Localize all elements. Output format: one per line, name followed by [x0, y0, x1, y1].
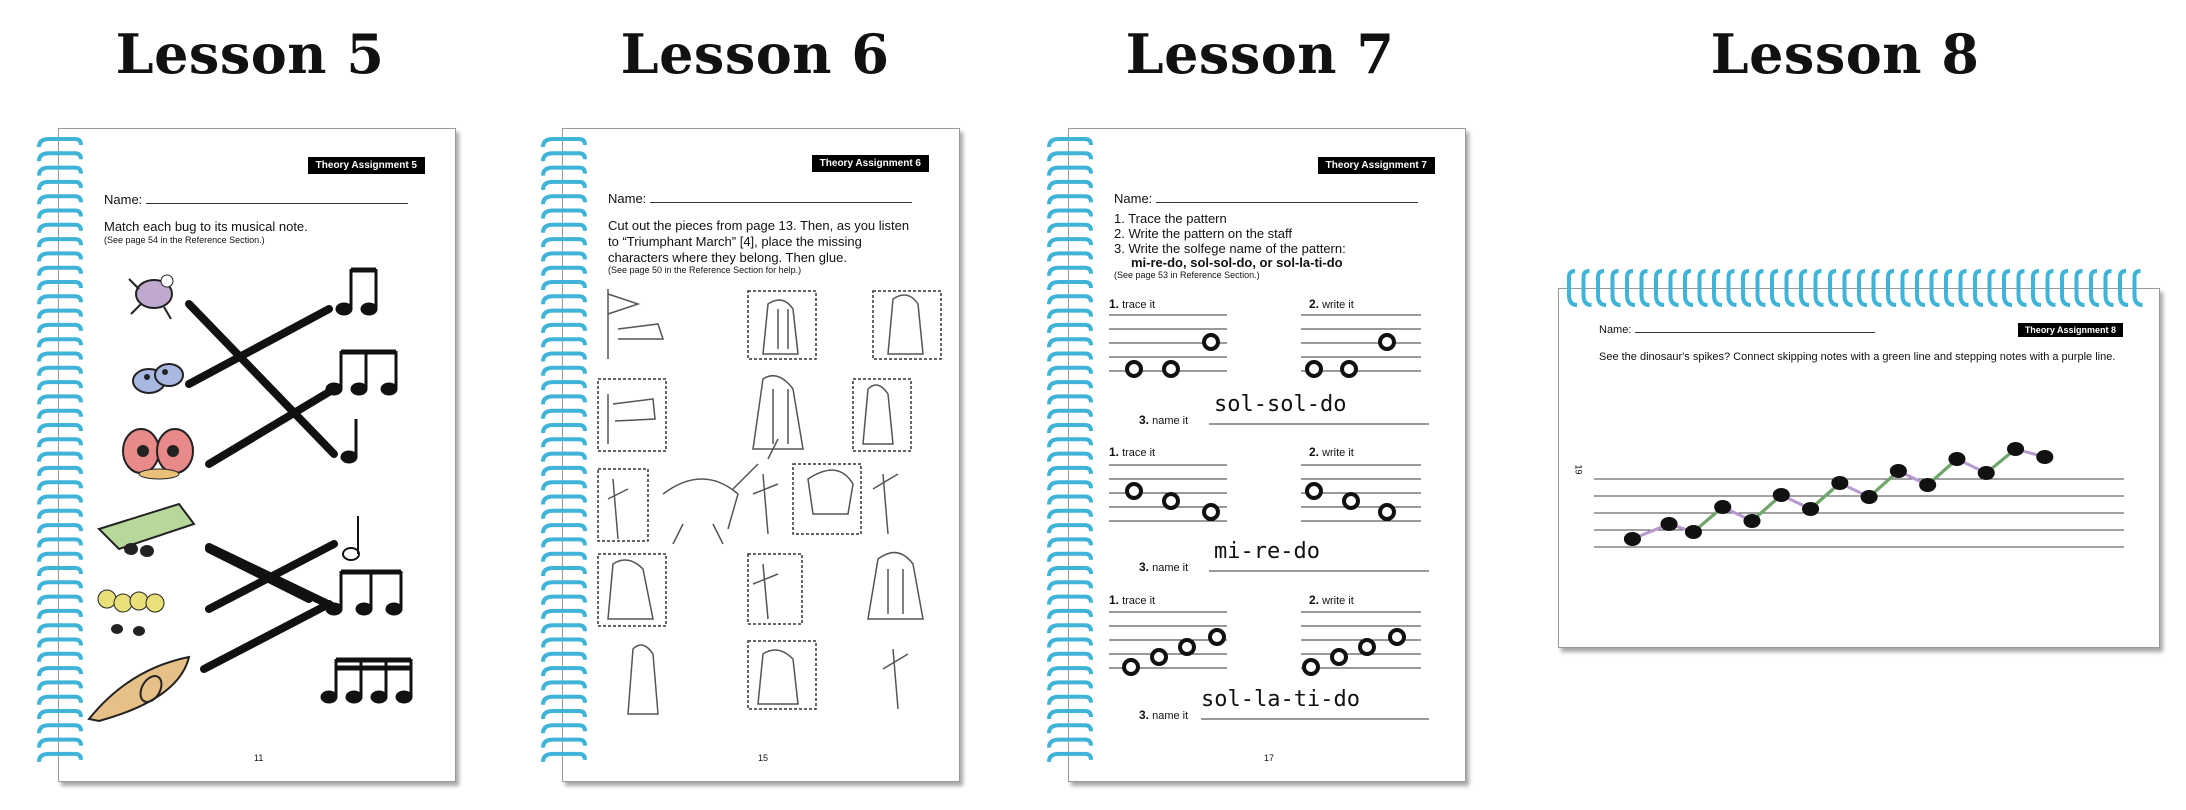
name-label: Name:: [608, 191, 647, 206]
note-dot: [1978, 466, 1995, 480]
caterpillar-icon: [98, 590, 164, 636]
note-dot: [1661, 517, 1678, 531]
note-dot: [1861, 490, 1878, 504]
matching-area: [59, 129, 455, 781]
name-it-label: name it: [1152, 562, 1189, 574]
dinosaur-staff: [1559, 289, 2159, 647]
step-3: 3. Write the solfege name of the pattern:: [1114, 241, 1346, 256]
page-number: 19: [1573, 464, 1584, 475]
character-grid: [563, 129, 959, 781]
name-label: Name:: [1599, 324, 1632, 336]
trace-label: trace it: [1122, 595, 1156, 607]
answer-text: sol-la-ti-do: [1201, 687, 1360, 712]
note-dot: [1890, 464, 1907, 478]
name-it-label: name it: [1152, 710, 1189, 722]
staff-exercises: [1069, 129, 1465, 781]
write-label: write it: [1322, 595, 1354, 607]
worksheet-lesson-7: [1068, 128, 1466, 782]
note-dot: [1919, 478, 1936, 492]
instruction-line-3: characters where they belong. Then glue.: [608, 250, 847, 265]
note-dot: [1802, 502, 1819, 516]
note-dot: [1743, 514, 1760, 528]
lesson-7-title: Lesson 7: [1125, 22, 1395, 86]
instruction-line-2: to “Triumphant March” [4], place the missing: [608, 234, 862, 249]
note-dot: [1831, 476, 1848, 490]
name-label: Name:: [104, 192, 143, 207]
write-number: 2.: [1309, 593, 1320, 607]
page-number: 11: [254, 753, 264, 763]
name-it-label: name it: [1152, 415, 1189, 427]
trace-number: 1.: [1109, 445, 1120, 459]
name-number: 3.: [1139, 413, 1150, 427]
lesson-5-title: Lesson 5: [115, 22, 385, 86]
notes-column: [321, 269, 412, 703]
step-1: 1. Trace the pattern: [1114, 211, 1227, 226]
lesson-6-title: Lesson 6: [620, 22, 890, 86]
assignment-tag: Theory Assignment 7: [1318, 157, 1435, 174]
answer-text: sol-sol-do: [1214, 392, 1347, 417]
fly-icon: [133, 364, 183, 393]
name-number: 3.: [1139, 708, 1150, 722]
trace-number: 1.: [1109, 297, 1120, 311]
assignment-tag: Theory Assignment 5: [308, 157, 425, 174]
instruction: See the dinosaur's spikes? Connect skipping notes with a green line and stepping notes with a purple line.: [1599, 351, 2116, 363]
beetle-icon: [129, 275, 173, 319]
page-number: 15: [758, 753, 769, 763]
worksheet-lesson-8: [1558, 288, 2160, 648]
instruction-line-1: Cut out the pieces from page 13. Then, as you listen: [608, 218, 910, 233]
write-label: write it: [1322, 299, 1354, 311]
butterfly-icon: [123, 429, 193, 479]
write-label: write it: [1322, 447, 1354, 459]
note-dot: [1773, 488, 1790, 502]
trace-number: 1.: [1109, 593, 1120, 607]
reference-note: (See page 50 in the Reference Section for help.): [608, 265, 802, 275]
worksheet-lesson-5: [58, 128, 456, 782]
trace-label: trace it: [1122, 299, 1156, 311]
grasshopper-icon: [99, 504, 194, 557]
page-number: 17: [1264, 753, 1275, 763]
write-number: 2.: [1309, 297, 1320, 311]
write-number: 2.: [1309, 445, 1320, 459]
lesson-8-title: Lesson 8: [1710, 22, 1980, 86]
note-dot: [1624, 532, 1641, 546]
reference-note: (See page 54 in the Reference Section.): [104, 235, 265, 245]
assignment-tag: Theory Assignment 8: [2018, 323, 2123, 337]
note-dot: [1714, 500, 1731, 514]
note-dot: [2007, 442, 2024, 456]
step-2: 2. Write the pattern on the staff: [1114, 226, 1293, 241]
step-3-options: mi-re-do, sol-sol-do, or sol-la-ti-do: [1131, 255, 1343, 270]
slug-icon: [89, 657, 189, 721]
note-dot: [1948, 452, 1965, 466]
answer-text: mi-re-do: [1214, 539, 1320, 564]
assignment-tag: Theory Assignment 6: [812, 155, 929, 172]
note-dot: [2036, 450, 2053, 464]
instruction: Match each bug to its musical note.: [104, 219, 308, 234]
name-number: 3.: [1139, 560, 1150, 574]
name-label: Name:: [1114, 191, 1153, 206]
reference-note: (See page 53 in Reference Section.): [1114, 270, 1260, 280]
note-dot: [1685, 525, 1702, 539]
trace-label: trace it: [1122, 447, 1156, 459]
worksheet-lesson-6: [562, 128, 960, 782]
